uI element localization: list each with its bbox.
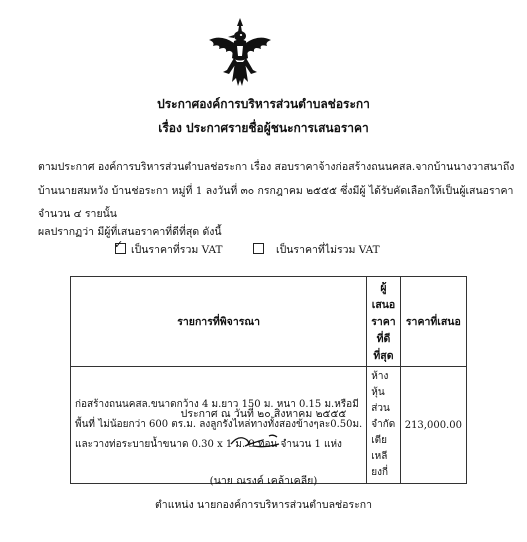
description-line: และวางท่อระบายน้ำขนาด 0.30 x 1 ม. 9 ท่อน จำนวน 1 แห่ง [75, 439, 342, 450]
description-line: พื้นที่ ไม่น้อยกว่า 600 ตร.ม. ลงลูกรังไหล่ทางทั้งสองข้างๆละ0.50ม. [75, 419, 363, 430]
vat-excluded-checkbox [253, 243, 264, 254]
vat-included-label: เป็นราคาที่รวม VAT [131, 244, 223, 256]
announcement-date: ประกาศ ณ วันที่ ๒๐ สิงหาคม ๒๕๕๕ [180, 408, 347, 420]
body-line-2: บ้านนายสมหวัง บ้านช่อระกา หมู่ที่ 1 ลงวันที่ ๓๐ กรกฎาคม ๒๕๕๕ ซึ่งมีผู้ ได้รับคัดเลือกให้เป็นผู้เสนอราคา [38, 185, 514, 197]
bidder-line: เตียเหลียงกี่ [371, 435, 389, 478]
item-description [71, 367, 367, 484]
table-row [71, 367, 467, 484]
best-bidder [367, 367, 400, 484]
body-line-1: ตามประกาศ องค์การบริหารส่วนตำบลช่อระกา เรื่อง สอบราคาจ้างก่อสร้างถนนคสล.จากบ้านนางวาสนาถึง [38, 161, 515, 173]
description-line: ก่อสร้างถนนคสล.ขนาดกว้าง 4 ม.ยาว 150 ม. หนา 0.15 ม.หรือมี [75, 399, 359, 410]
body-line-3: จำนวน ๔ รายนั้น [38, 208, 117, 220]
result-line: ผลปรากฏว่า มีผู้ที่เสนอราคาที่ดีที่สุด ดังนี้ [38, 226, 222, 238]
announcement-title: ประกาศองค์การบริหารส่วนตำบลช่อระกา [157, 97, 370, 111]
table-header-row [71, 277, 467, 367]
signer-name: (นาย ณรงค์ เคล้าเคลีย) [209, 475, 318, 487]
check-mark-icon: ✓ [114, 238, 124, 251]
bidder-line: ห้างหุ้นส่วนจำกัด [371, 371, 396, 430]
header-item: รายการที่พิจารณา [71, 277, 367, 367]
signature [225, 430, 285, 454]
header-best-bidder: ผู้เสนอราคาที่ดีที่สุด [367, 277, 400, 367]
announcement-subject: เรื่อง ประกาศรายชื่อผู้ชนะการเสนอราคา [158, 121, 369, 135]
vat-excluded-label: เป็นราคาที่ไม่รวม VAT [276, 244, 380, 256]
header-price: ราคาที่เสนอ [400, 277, 466, 367]
signer-position: ตำแหน่ง นายกองค์การบริหารส่วนตำบลช่อระกา [154, 499, 372, 511]
bid-price: 213,000.00 [400, 367, 466, 484]
garuda-emblem [205, 16, 275, 88]
